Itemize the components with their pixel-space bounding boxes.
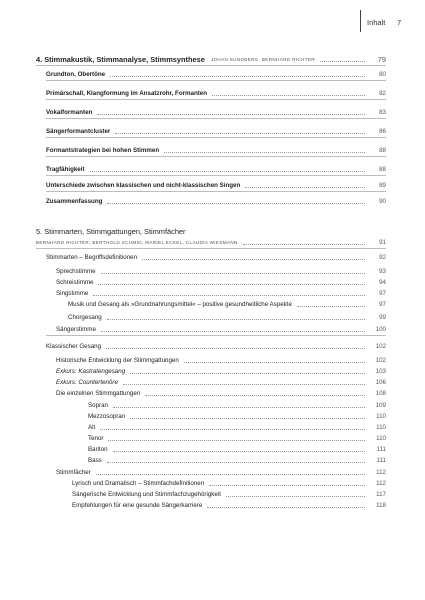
entry-title: Empfehlungen für eine gesunde Sängerkarriere: [72, 502, 203, 509]
leader-dots: [113, 407, 365, 408]
entry-title: Die einzelnen Stimmgattungen: [56, 390, 141, 397]
leader-dots: [320, 61, 365, 62]
entry-title: Exkurs: Countertenöre: [56, 379, 118, 386]
page-number: 97: [379, 290, 386, 297]
page-number: 89: [379, 182, 386, 189]
entry-title: Vokalformanten: [46, 109, 93, 116]
leader-dots: [97, 114, 365, 115]
leader-dots: [145, 395, 365, 396]
entry-title: Stimmfächer: [56, 469, 91, 476]
leader-dots: [297, 306, 365, 307]
toc-entry[interactable]: [68, 297, 386, 309]
entry-title: Formantstrategien bei hohen Stimmen: [46, 147, 160, 154]
entry-title: Schreistimme: [56, 279, 94, 286]
page-number: 108: [375, 390, 386, 397]
toc-entry[interactable]: [46, 339, 386, 351]
page-number: 100: [375, 326, 386, 333]
page-number: 82: [379, 90, 386, 97]
page-number: 99: [379, 314, 386, 321]
page-number: 79: [377, 55, 386, 64]
leader-dots: [207, 507, 365, 508]
entry-title: Chorgesang: [68, 314, 102, 321]
page-number: 88: [379, 166, 386, 173]
toc-entry[interactable]: [46, 124, 386, 136]
toc-entry[interactable]: [46, 86, 386, 98]
page-number: 93: [379, 268, 386, 275]
toc-entry[interactable]: [56, 386, 386, 398]
page-number: 110: [376, 435, 386, 442]
entry-title: Primärschall, Klangformung im Ansatzrohr, Formanten: [46, 90, 208, 97]
entry-title: Tenor: [88, 435, 104, 442]
separator: [46, 191, 386, 192]
entry-title: Singstimme: [56, 290, 89, 297]
header-page-number: 7: [397, 18, 402, 27]
entry-title: Sängerische Entwicklung und Stimmfachzugehörigkeit: [72, 491, 221, 498]
page-number: 111: [376, 457, 386, 464]
leader-dots: [184, 362, 365, 363]
toc-entry[interactable]: [56, 322, 386, 334]
entry-title: Grundton, Obertöne: [46, 71, 106, 78]
page-number: 91: [379, 239, 386, 246]
leader-dots: [96, 474, 365, 475]
entry-title: Lyrisch und Dramatisch – Stimmfachdefinitionen: [72, 480, 205, 487]
leader-dots: [107, 319, 365, 320]
separator: [46, 118, 386, 119]
page-number: 112: [376, 469, 386, 476]
page-number: 112: [376, 480, 386, 487]
entry-title: Bass: [88, 457, 102, 464]
entry-title: Exkurs: Kastratengesang: [56, 368, 126, 375]
page-number: 92: [379, 254, 386, 261]
entry-title: Mezzosopran: [88, 413, 126, 420]
toc-chapter-5-authors[interactable]: [36, 235, 386, 247]
entry-title: Sprechstimme: [56, 268, 96, 275]
entry-title: Historische Entwicklung der Stimmgattungen: [56, 357, 179, 364]
entry-title: Bariton: [88, 446, 108, 453]
toc-entry[interactable]: [46, 250, 386, 262]
entry-title: Zusammenfassung: [46, 198, 103, 205]
leader-dots: [212, 95, 365, 96]
page-number: 118: [376, 502, 386, 509]
leader-dots: [90, 171, 365, 172]
toc-entry[interactable]: [46, 105, 386, 117]
toc-entry[interactable]: [72, 498, 386, 510]
leader-dots: [110, 76, 365, 77]
page-number: 97: [379, 301, 386, 308]
separator: [46, 335, 386, 336]
entry-title: Unterschiede zwischen klassischen und nicht-klassischen Singen: [46, 182, 241, 189]
page-number: 86: [379, 128, 386, 135]
leader-dots: [107, 203, 365, 204]
leader-dots: [209, 485, 365, 486]
page-number: 94: [379, 279, 386, 286]
leader-dots: [107, 462, 365, 463]
page-number: 83: [379, 109, 386, 116]
page-number: 117: [376, 491, 386, 498]
leader-dots: [115, 133, 365, 134]
toc-chapter-4[interactable]: [36, 52, 386, 64]
leader-dots: [164, 152, 365, 153]
page-number: 102: [375, 357, 386, 364]
toc-entry[interactable]: [68, 310, 386, 322]
page-number: 88: [379, 147, 386, 154]
page-number: 80: [379, 71, 386, 78]
leader-dots: [101, 331, 365, 332]
separator: [46, 99, 386, 100]
leader-dots: [108, 440, 365, 441]
page-number: 111: [376, 446, 386, 453]
entry-title: Sopran: [88, 402, 108, 409]
leader-dots: [100, 429, 365, 430]
toc-entry[interactable]: [46, 178, 386, 190]
running-header: [0, 0, 425, 32]
leader-dots: [130, 418, 365, 419]
page-number: 103: [375, 368, 386, 375]
toc-entry[interactable]: [46, 194, 386, 206]
entry-title: Alt: [88, 424, 96, 431]
leader-dots: [123, 384, 365, 385]
page-number: 102: [375, 343, 386, 350]
entry-title: Tragfähigkeit: [46, 166, 85, 173]
chapter-title: 5. Stimmarten, Stimmgattungen, Stimmfächer: [36, 227, 186, 236]
leader-dots: [93, 295, 365, 296]
chapter-title: 4. Stimmakustik, Stimmanalyse, Stimmsynthese: [36, 55, 205, 64]
leader-dots: [243, 244, 365, 245]
page-number: 106: [375, 379, 386, 386]
leader-dots: [101, 273, 365, 274]
leader-dots: [142, 259, 365, 260]
separator: [46, 137, 386, 138]
separator: [46, 175, 386, 176]
entry-title: Sängerstimme: [56, 326, 96, 333]
page-number: 110: [376, 413, 386, 420]
separator: [46, 80, 386, 81]
header-divider: [360, 10, 361, 32]
entry-title: Sängerformantcluster: [46, 128, 111, 135]
entry-title: Klassischer Gesang: [46, 343, 102, 350]
page-number: 109: [375, 402, 386, 409]
page-number: 90: [379, 198, 386, 205]
entry-title: Musik und Gesang als »Grundnahrungsmittel« – positive gesundheitliche Aspekte: [68, 301, 292, 308]
page-number: 110: [376, 424, 386, 431]
leader-dots: [245, 187, 365, 188]
separator: [36, 65, 386, 66]
toc-entry[interactable]: [46, 162, 386, 174]
leader-dots: [113, 451, 365, 452]
separator: [46, 156, 386, 157]
toc-entry[interactable]: [46, 67, 386, 79]
chapter-authors: BERNHARD RICHTER, BERTHOLD SCHMID, MARIEL ECKEL, CLAUDIA WIESMANN: [36, 240, 238, 245]
leader-dots: [106, 348, 365, 349]
header-section-title: Inhalt: [367, 18, 386, 27]
leader-dots: [130, 373, 365, 374]
chapter-authors: JOHAN SUNDBERG, BERNHARD RICHTER: [210, 57, 315, 62]
separator: [36, 248, 386, 249]
leader-dots: [226, 496, 365, 497]
toc-entry[interactable]: [88, 453, 386, 465]
leader-dots: [98, 284, 365, 285]
entry-title: Stimmarten – Begriffsdefinitionen: [46, 254, 138, 261]
toc-entry[interactable]: [46, 143, 386, 155]
